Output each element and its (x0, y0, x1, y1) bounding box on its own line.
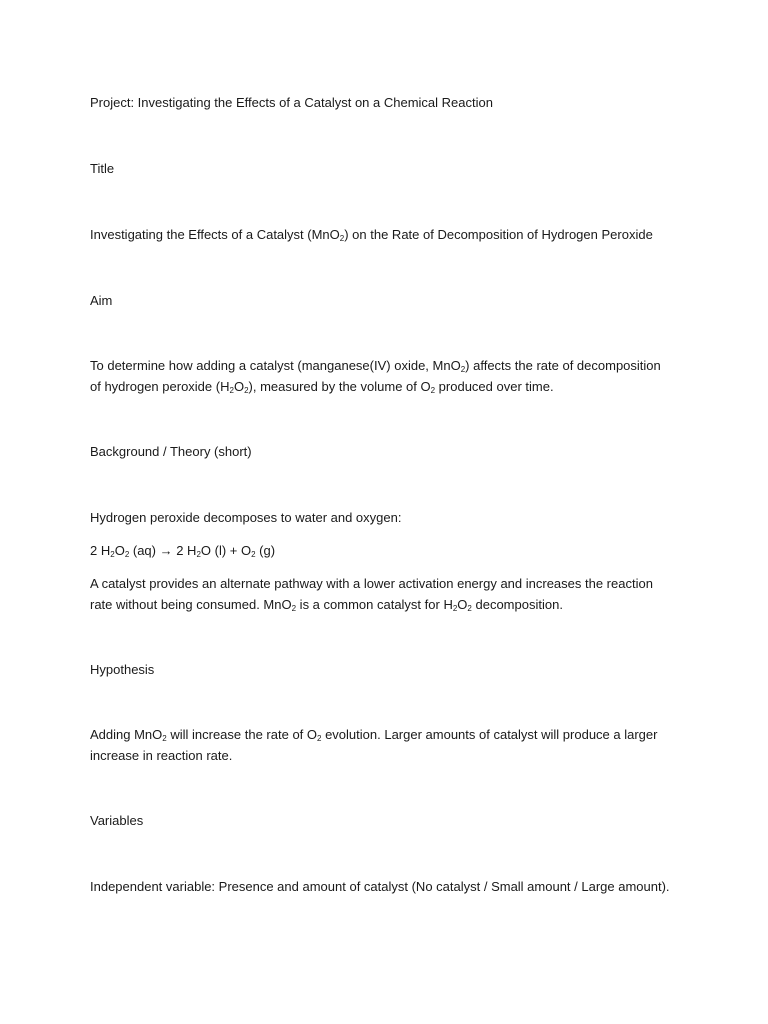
hypothesis-text: Adding MnO$_2$ will increase the rate of $O_2$ evolution. Larger amounts of catalyst will produce a larger increase in reaction rate. (90, 727, 658, 763)
background-intro: Hydrogen peroxide decomposes to water and oxygen: (90, 510, 402, 525)
title-heading: Title (90, 161, 115, 176)
aim-heading: Aim (90, 293, 113, 308)
catalyst-text: A catalyst provides an alternate pathway with a lower activation energy and increases the reaction rate without being consumed. MnO$_2$ is a common catalyst for $H_2O_2$ decomposition. (90, 576, 653, 613)
project-line: Project: Investigating the Effects of a Catalyst on a Chemical Reaction (90, 95, 493, 110)
hypothesis-heading: Hypothesis (90, 662, 155, 677)
reaction-equation: 2 $H_2O_2$ (aq) → 2 $H_2O$ $(l) + O_2$ (g) (90, 543, 276, 559)
background-heading: Background / Theory (short) (90, 444, 252, 459)
variables-heading: Variables (90, 813, 144, 828)
aim-text: To determine how adding a catalyst (manganese(IV) oxide, MnO$_2$) affects the rate of decomposition of hydrogen peroxide $(H_2O_2)$, measured by the volume of $O_2$ produced over time. (90, 358, 661, 395)
title-text: Investigating the Effects of a Catalyst (MnO$_2$) on the Rate of Decomposition of Hydrogen Peroxide (90, 227, 653, 243)
independent-variable: Independent variable: Presence and amount of catalyst (No catalyst / Small amount / Large amount). (90, 879, 670, 894)
